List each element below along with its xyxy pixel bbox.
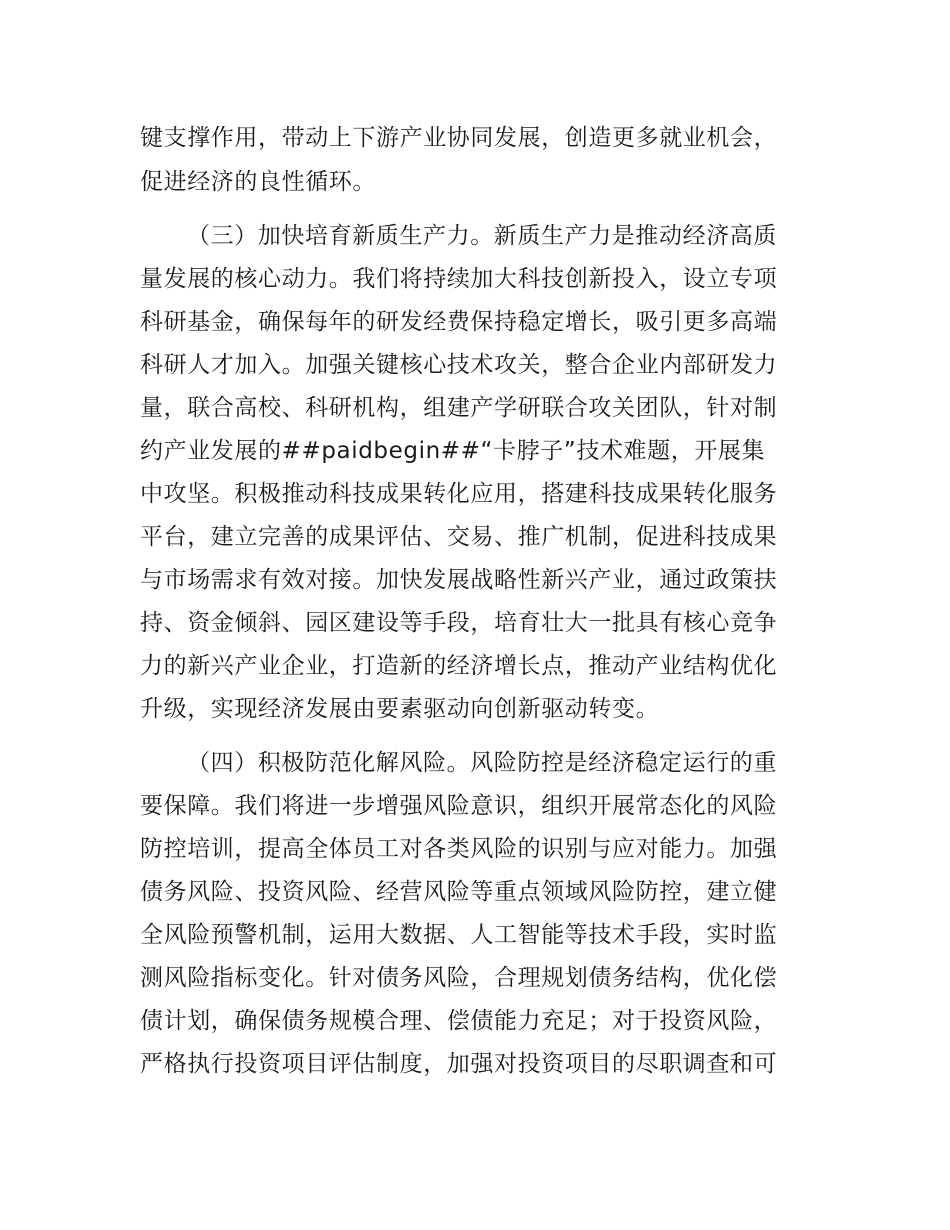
paragraph-2-line-9: 与市场需求有效对接。加快发展战略性新兴产业，通过政策扶 — [140, 567, 778, 593]
paragraph-2-line-8: 平台，建立完善的成果评估、交易、推广机制，促进科技成果 — [140, 524, 778, 550]
paragraph-3-line-6: 测风险指标变化。针对债务风险，合理规划债务结构，优化偿 — [140, 965, 778, 991]
paragraph-3-line-7: 债计划，确保债务规模合理、偿债能力充足；对于投资风险， — [140, 1008, 778, 1034]
paragraph-2-line-2: 量发展的核心动力。我们将持续加大科技创新投入，设立专项 — [140, 266, 778, 292]
paragraph-2-line-6: 约产业发展的##paidbegin##“卡脖子”技术难题，开展集 — [140, 438, 766, 464]
paragraph-2-line-7: 中攻坚。积极推动科技成果转化应用，搭建科技成果转化服务 — [140, 481, 778, 507]
paragraph-3-line-8: 严格执行投资项目评估制度，加强对投资项目的尽职调查和可 — [140, 1051, 778, 1077]
paragraph-1-line-1: 键支撑作用，带动上下游产业协同发展，创造更多就业机会， — [140, 125, 778, 151]
paragraph-3-line-1: （四）积极防范化解风险。风险防控是经济稳定运行的重 — [187, 750, 777, 776]
paragraph-2-line-11: 力的新兴产业企业，打造新的经济增长点，推动产业结构优化 — [140, 653, 778, 679]
paragraph-2-line-10: 持、资金倾斜、园区建设等手段，培育壮大一批具有核心竞争 — [140, 610, 778, 636]
paragraph-2-line-3: 科研基金，确保每年的研发经费保持稳定增长，吸引更多高端 — [140, 309, 778, 335]
paragraph-3-line-5: 全风险预警机制，运用大数据、人工智能等技术手段，实时监 — [140, 922, 778, 948]
paragraph-3-line-3: 防控培训，提高全体员工对各类风险的识别与应对能力。加强 — [140, 836, 778, 862]
paragraph-3-line-4: 债务风险、投资风险、经营风险等重点领域风险防控，建立健 — [140, 879, 778, 905]
paragraph-3-line-2: 要保障。我们将进一步增强风险意识，组织开展常态化的风险 — [140, 793, 778, 819]
paragraph-2-line-4: 科研人才加入。加强关键核心技术攻关，整合企业内部研发力 — [140, 352, 778, 378]
paragraph-1-line-2: 促进经济的良性循环。 — [140, 169, 376, 195]
paragraph-2-line-12: 升级，实现经济发展由要素驱动向创新驱动转变。 — [140, 696, 660, 722]
paragraph-2-line-1: （三）加快培育新质生产力。新质生产力是推动经济高质 — [187, 223, 777, 249]
paragraph-2-line-5: 量，联合高校、科研机构，组建产学研联合攻关团队，针对制 — [140, 395, 778, 421]
